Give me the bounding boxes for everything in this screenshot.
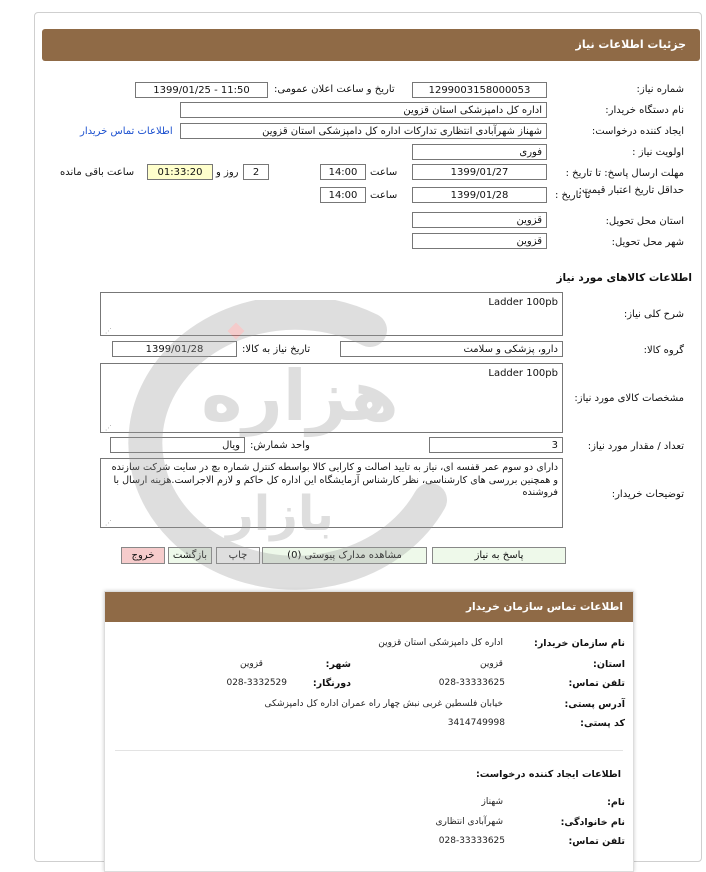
buyer-contact-panel (104, 591, 634, 872)
days-label: روز و (216, 167, 239, 178)
validity-time-label: ساعت (370, 190, 398, 201)
need-number-field: 1299003158000053 (412, 82, 547, 98)
postal-code-value: 3414749998 (447, 718, 505, 728)
buyer-contact-link[interactable]: اطلاعات تماس خریدار (80, 126, 173, 137)
creator-phone-label: تلفن تماس: (568, 836, 625, 847)
resize-grip-icon[interactable]: ⋰ (105, 424, 112, 432)
contact-phone-label: تلفن تماس: (568, 678, 625, 689)
divider (115, 750, 623, 751)
remaining-time-field: 01:33:20 (147, 164, 213, 180)
buyer-notes-label: توضیحات خریدار: (611, 489, 684, 500)
deadline-label: مهلت ارسال پاسخ: تا تاریخ : (565, 168, 684, 179)
province-label: استان محل تحویل: (605, 216, 684, 227)
specs-label: مشخصات کالای مورد نیاز: (574, 393, 684, 404)
buyer-notes-text: دارای دو سوم عمر قفسه ای، نیاز به تایید اصالت و کارایی کالا بواسطه کنترل شماره بچ در سایت شرکت سازنده و همچنین بررسی های کارشناسی، نظر کارشناس آزمایشگاه این اداره کل حاکم و لازم الاجراست.هزینه ارسال با فروشنده (111, 462, 558, 498)
group-label: گروه کالا: (643, 345, 684, 356)
contact-panel-title: اطلاعات تماس سازمان خریدار (105, 592, 634, 622)
deadline-date-field: 1399/01/27 (412, 164, 547, 180)
address-label: آدرس پستی: (564, 699, 625, 710)
validity-to-label: تا تاریخ : (555, 190, 591, 201)
creator-name-label: نام: (607, 797, 625, 808)
province-field: قزوین (412, 212, 547, 228)
exit-button[interactable]: خروج (121, 547, 165, 564)
city-label: شهر محل تحویل: (611, 237, 684, 248)
announce-field: 1399/01/25 - 11:50 (135, 82, 268, 98)
unit-field: ویال (110, 437, 245, 453)
creator-phone-value: 028-33333625 (438, 836, 505, 846)
buyer-org-label: نام دستگاه خریدار: (605, 105, 684, 116)
contact-province-value: قزوین (480, 659, 503, 669)
specs-textarea[interactable] (100, 363, 563, 433)
org-name-value: اداره کل دامپزشکی استان قزوین (378, 638, 503, 648)
contact-city-label: شهر: (325, 659, 351, 670)
summary-text: Ladder 100pb (488, 297, 558, 308)
qty-field: 3 (429, 437, 563, 453)
validity-label: حداقل تاریخ اعتبار قیمت: (578, 185, 684, 196)
view-attachments-button[interactable]: مشاهده مدارک پیوستی (0) (262, 547, 427, 564)
need-date-field: 1399/01/28 (112, 341, 237, 357)
contact-province-label: استان: (593, 659, 625, 670)
need-date-label: تاریخ نیاز به کالا: (242, 344, 311, 355)
validity-time-field: 14:00 (320, 187, 366, 203)
buyer-org-field: اداره کل دامپزشکی استان قزوین (180, 102, 547, 118)
specs-text: Ladder 100pb (488, 368, 558, 379)
postal-code-label: کد پستی: (580, 718, 625, 729)
fax-label: دورنگار: (312, 678, 351, 689)
announce-label: تاریخ و ساعت اعلان عمومی: (274, 84, 395, 95)
unit-label: واحد شمارش: (250, 440, 310, 451)
requester-label: ایجاد کننده درخواست: (591, 126, 684, 137)
creator-family-label: نام خانوادگی: (560, 817, 625, 828)
deadline-time-field: 14:00 (320, 164, 366, 180)
deadline-time-label: ساعت (370, 167, 398, 178)
fax-value: 028-3332529 (226, 678, 287, 688)
buyer-notes-textarea[interactable] (100, 458, 563, 528)
watermark-text-sub: بازار (226, 486, 334, 542)
summary-textarea[interactable] (100, 292, 563, 336)
goods-section-title: اطلاعات کالاهای مورد نیاز (556, 272, 692, 284)
creator-name-value: شهناز (481, 797, 503, 807)
city-field: قزوین (412, 233, 547, 249)
address-value: خیابان فلسطین غربی نبش چهار راه عمران اداره کل دامپزشکی (264, 699, 503, 709)
group-field: دارو، پزشکی و سلامت (340, 341, 563, 357)
back-button[interactable]: بازگشت (168, 547, 212, 564)
requester-field: شهناز شهرآبادی انتظاری تدارکات اداره کل دامپزشکی استان قزوین (180, 123, 547, 139)
remaining-label: ساعت باقی مانده (60, 167, 135, 178)
priority-field: فوری (412, 144, 547, 160)
contact-phone-value: 028-33333625 (438, 678, 505, 688)
days-field: 2 (243, 164, 269, 180)
priority-label: اولویت نیاز : (632, 147, 684, 158)
org-name-label: نام سازمان خریدار: (534, 638, 625, 649)
resize-grip-icon[interactable]: ⋰ (105, 327, 112, 335)
creator-section-title: اطلاعات ایجاد کننده درخواست: (475, 769, 621, 780)
contact-city-value: قزوین (240, 659, 263, 669)
validity-date-field: 1399/01/28 (412, 187, 547, 203)
resize-grip-icon[interactable]: ⋰ (105, 519, 112, 527)
summary-label: شرح کلی نیاز: (623, 309, 684, 320)
need-number-label: شماره نیاز: (636, 84, 684, 95)
reply-button[interactable]: پاسخ به نیاز (432, 547, 566, 564)
page-header: جزئیات اطلاعات نیاز (42, 29, 700, 61)
qty-label: تعداد / مقدار مورد نیاز: (587, 441, 684, 452)
print-button[interactable]: چاپ (216, 547, 260, 564)
creator-family-value: شهرآبادی انتظاری (435, 817, 503, 827)
watermark-text-main: هزاره (201, 355, 399, 437)
